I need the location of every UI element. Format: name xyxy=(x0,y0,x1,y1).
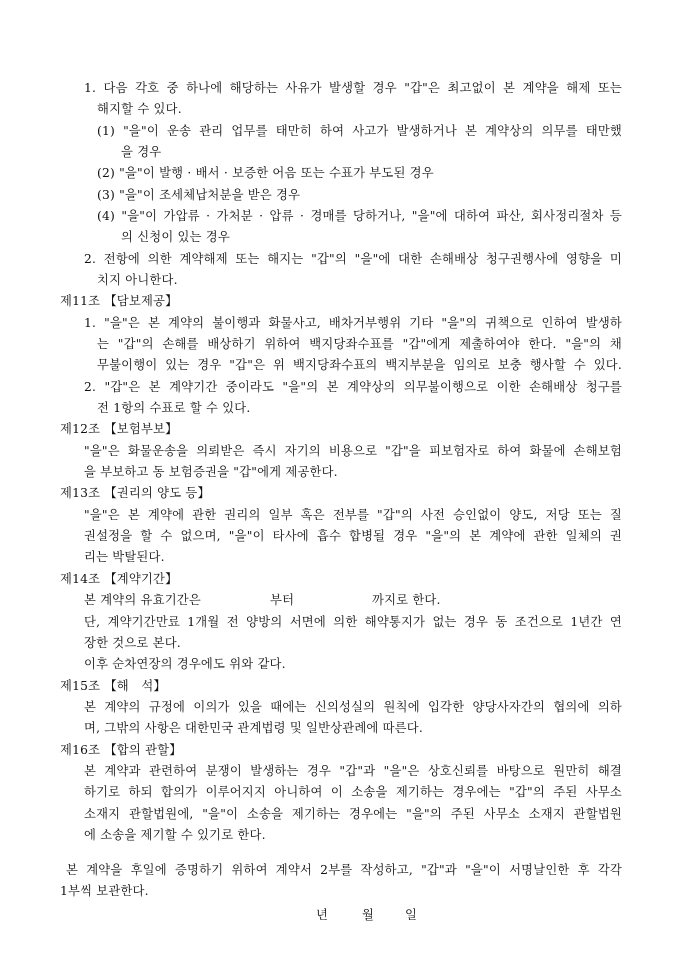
date-day: 일 xyxy=(405,908,418,922)
art14-line4: 이후 순차연장의 경우에도 위와 같다. xyxy=(84,657,286,671)
art16-line4: 에 소송을 제기할 수 있기로 한다. xyxy=(84,828,266,842)
art11-item1-line2: 는 "갑"의 손해를 배상하기 위하여 백지당좌수표를 "갑"에게 제출하여야 한다. "을"의 채 xyxy=(97,337,622,351)
date-year: 년 xyxy=(316,908,329,922)
art12-heading: 제12조 【보험부보】 xyxy=(60,422,178,436)
art10-sub4-line1: (4) "을"이 가압류 · 가처분 · 압류 · 경매를 당하거나, "을"에 대하여 파산, 회사정리절차 등 xyxy=(97,209,622,223)
art10-sub1-line2: 을 경우 xyxy=(121,145,162,159)
art10-item2-line2: 치지 아니한다. xyxy=(97,273,178,287)
art14-line1-until: 까지로 한다. xyxy=(372,593,441,607)
art14-line1-start: 본 계약의 유효기간은 xyxy=(84,593,201,607)
art15-line2: 며, 그밖의 사항은 대한민국 관계법령 및 일반상관례에 따른다. xyxy=(84,721,423,735)
art10-item2-line1: 2. 전항에 의한 계약해제 또는 해지는 "갑"의 "을"에 대한 손해배상 청구권행사에 영향을 미 xyxy=(84,252,622,266)
date-month: 월 xyxy=(362,908,375,922)
art12-line2: 을 부보하고 동 보험증권을 "갑"에게 제공한다. xyxy=(84,465,338,479)
art10-item1-line1: 1. 다음 각호 중 하나에 해당하는 사유가 발생할 경우 "갑"은 최고없이 본 계약을 해제 또는 xyxy=(84,81,622,95)
art11-item2-line1: 2. "갑"은 본 계약기간 중이라도 "을"의 본 계약상의 의무불이행으로 이한 손해배상 청구를 xyxy=(84,380,622,394)
art15-line1: 본 계약의 규정에 이의가 있을 때에는 신의성실의 원칙에 입각한 양당사자간의 협의에 의하 xyxy=(84,700,622,714)
art11-item2-line2: 전 1항의 수표로 할 수 있다. xyxy=(97,401,251,415)
art15-heading: 제15조 【해 석】 xyxy=(60,679,166,693)
art16-line3: 소재지 관할법원에, "을"이 소송을 제기하는 경우에는 "을"의 주된 사무소 소재지 관할법원 xyxy=(84,807,622,821)
art14-heading: 제14조 【계약기간】 xyxy=(60,572,178,586)
art13-line1: "을"은 본 계약에 관한 권리의 일부 혹은 전부를 "갑"의 사전 승인없이 양도, 저당 또는 질 xyxy=(84,508,622,522)
art12-line1: "을"은 화물운송을 의뢰받은 즉시 자기의 비용으로 "갑"을 피보험자로 하여 화물에 손해보험 xyxy=(84,444,622,458)
art16-heading: 제16조 【합의 관할】 xyxy=(60,743,182,757)
art10-sub2: (2) "을"이 발행 · 배서 · 보증한 어음 또는 수표가 부도된 경우 xyxy=(97,166,434,180)
art10-sub1-line1: (1) "을"이 운송 관리 업무를 태만히 하여 사고가 발생하거나 본 계약상의 의무를 태만했 xyxy=(97,124,622,138)
art14-line2: 단, 계약기간만료 1개월 전 양방의 서면에 의한 해약통지가 없는 경우 동 조건으로 1년간 연 xyxy=(84,615,622,629)
art13-line3: 리는 박탈된다. xyxy=(84,550,165,564)
art13-heading: 제13조 【권리의 양도 등】 xyxy=(60,486,210,500)
art11-item1-line3: 무불이행이 있는 경우 "갑"은 위 백지당좌수표의 백지부분을 임의로 보충 행사할 수 있다. xyxy=(97,358,622,372)
art11-item1-line1: 1. "을"은 본 계약의 불이행과 화물사고, 배차거부행위 기타 "을"의 귀책으로 인하여 발생하 xyxy=(84,316,622,330)
closing-line1: 본 계약을 후일에 증명하기 위하여 계약서 2부를 작성하고, "갑"과 "을"이 서명날인한 후 각각 xyxy=(66,863,622,877)
art11-heading: 제11조 【담보제공】 xyxy=(60,294,178,308)
art14-line3: 장한 것으로 본다. xyxy=(84,636,181,650)
art10-sub4-line2: 의 신청이 있는 경우 xyxy=(121,230,230,244)
closing-line2: 1부씩 보관한다. xyxy=(60,884,149,898)
art10-sub3: (3) "을"이 조세체납처분을 받은 경우 xyxy=(97,188,301,202)
art16-line2: 하기로 하되 합의가 이루어지지 아니하여 이 소송을 제기하는 경우에는 "갑"의 주된 사무소 xyxy=(84,785,622,799)
art13-line2: 권설정을 할 수 없으며, "을"이 타사에 흡수 합병될 경우 "을"의 본 계약에 관한 일체의 권 xyxy=(84,529,622,543)
art16-line1: 본 계약과 관련하여 분쟁이 발생하는 경우 "갑"과 "을"은 상호신뢰를 바탕으로 원만히 해결 xyxy=(84,764,622,778)
art10-item1-line2: 해지할 수 있다. xyxy=(97,102,182,116)
art14-line1-from: 부터 xyxy=(270,593,295,607)
